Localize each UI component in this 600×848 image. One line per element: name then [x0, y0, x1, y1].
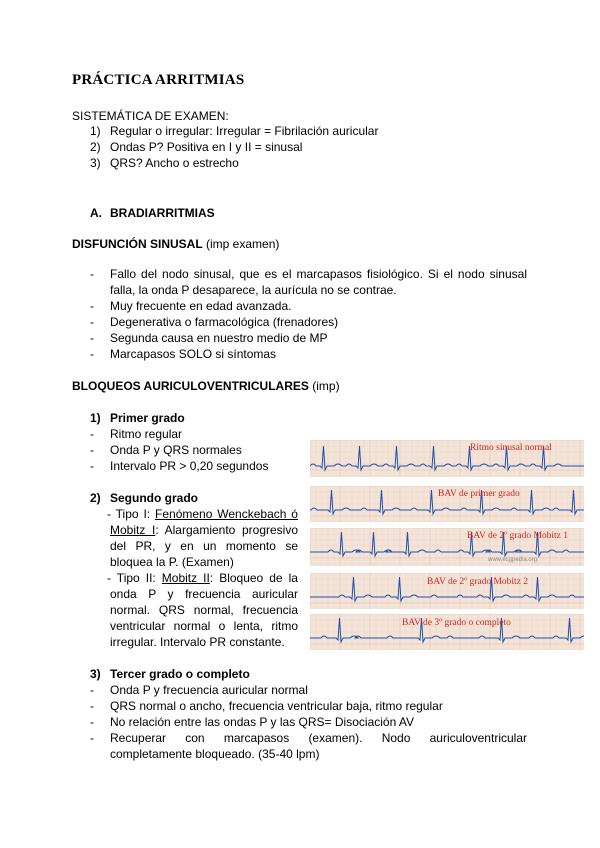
- tipo1-text: : Alargamiento progresivo: [155, 523, 299, 537]
- bullet-text: Degenerativa o farmacológica (frenadores): [110, 315, 339, 329]
- bullet-text: Onda P y QRS normales: [110, 443, 242, 457]
- ecg-strip-mobitz1: [310, 528, 584, 566]
- subsection-heading: [90, 410, 185, 426]
- bullet-continuation: falla, la onda P desaparece, la aurícula no se contrae.: [110, 283, 397, 297]
- tipo1-line: bloquea la P. (Examen): [110, 555, 234, 569]
- bullet-dash: -: [90, 715, 94, 729]
- list-item: [90, 155, 239, 171]
- disfuncion-heading: [72, 236, 279, 252]
- list-item: [90, 123, 378, 139]
- bloqueos-title: BLOQUEOS AURICULOVENTRICULARES: [72, 379, 309, 393]
- bloqueos-heading: [72, 378, 340, 394]
- list-number: 1): [90, 124, 101, 138]
- subsection-heading: [90, 490, 198, 506]
- ecg-strip-third-degree: [310, 614, 584, 650]
- bloqueos-note: (imp): [312, 379, 340, 393]
- bullet-text: Recuperar con marcapasos (examen). Nodo auriculoventricular: [110, 731, 527, 745]
- bullet-continuation: completamente bloqueado. (35-40 lpm): [110, 747, 320, 761]
- tipo2-prefix: - Tipo II:: [107, 571, 156, 585]
- bullet-dash: -: [90, 267, 94, 281]
- subsection-heading: [90, 666, 250, 682]
- ecg-strip-first-degree: [310, 486, 584, 522]
- watermark: www.ecgpedia.org: [488, 557, 538, 563]
- list-item: [90, 139, 302, 155]
- disfuncion-title: DISFUNCIÓN SINUSAL: [72, 237, 203, 251]
- bullet-text: Marcapasos SOLO si síntomas: [110, 347, 277, 361]
- bullet-dash: -: [90, 427, 94, 441]
- disfuncion-note: (imp examen): [206, 237, 280, 251]
- tipo1-line: del PR, y en un momento se: [110, 539, 298, 553]
- ecg-strip-mobitz2: [310, 573, 584, 609]
- ecg-strip-normal: [310, 440, 584, 477]
- subsection-title: Segundo grado: [110, 491, 198, 505]
- subsection-number: 3): [90, 667, 101, 681]
- list-text: Regular o irregular: Irregular = Fibrilación auricular: [110, 124, 379, 138]
- bullet-text: Muy frecuente en edad avanzada.: [110, 299, 292, 313]
- bullet-text: Ritmo regular: [110, 427, 183, 441]
- bullet-text: QRS normal o ancho, frecuencia ventricular baja, ritmo regular: [110, 699, 443, 713]
- sistematica-heading: SISTEMÁTICA DE EXAMEN:: [72, 109, 229, 123]
- bullet-dash: -: [90, 331, 94, 345]
- list-number: 3): [90, 156, 101, 170]
- section-title: BRADIARRITMIAS: [110, 206, 215, 220]
- ecg-label: BAV de 3º grado o completo: [402, 618, 511, 628]
- tipo2-line: [107, 570, 298, 586]
- page-title: PRÁCTICA ARRITMIAS: [72, 72, 245, 88]
- tipo2-line: normal. QRS normal, frecuencia: [110, 603, 298, 617]
- subsection-title: Tercer grado o completo: [110, 667, 250, 681]
- tipo1-prefix: - Tipo I:: [107, 507, 151, 521]
- bullet-text: No relación entre las ondas P y las QRS= Disociación AV: [110, 715, 415, 729]
- bullet-dash: -: [90, 731, 94, 745]
- tipo1-link: Fenómeno Wenckebach ó: [155, 507, 298, 521]
- tipo2-line: irregular. Intervalo PR constante.: [110, 635, 285, 649]
- list-text: Ondas P? Positiva en I y II = sinusal: [110, 140, 303, 154]
- bullet-text: Onda P y frecuencia auricular normal: [110, 683, 308, 697]
- section-heading: [90, 205, 215, 221]
- bullet-dash: -: [90, 683, 94, 697]
- tipo1-line: [107, 506, 298, 522]
- bullet-text: Intervalo PR > 0,20 segundos: [110, 459, 269, 473]
- tipo2-line: ventricular normal o lenta, ritmo: [110, 619, 298, 633]
- list-number: 2): [90, 140, 101, 154]
- tipo2-link: Mobitz II: [161, 571, 210, 585]
- subsection-title: Primer grado: [110, 411, 185, 425]
- bullet-dash: -: [90, 315, 94, 329]
- bullet-dash: -: [90, 299, 94, 313]
- bullet-dash: -: [90, 699, 94, 713]
- ecg-label: BAV de 2º grado Mobitz 1: [467, 531, 569, 541]
- ecg-label: BAV de primer grado: [438, 489, 520, 499]
- bullet-text: Fallo del nodo sinusal, que es el marcapasos fisiológico. Si el nodo sinusal: [110, 267, 527, 281]
- tipo2-text: : Bloqueo de la: [209, 571, 298, 585]
- subsection-number: 2): [90, 491, 101, 505]
- bullet-dash: -: [90, 347, 94, 361]
- ecg-label: Ritmo sinusal normal: [470, 443, 552, 453]
- bullet-dash: -: [90, 443, 94, 457]
- section-letter: A.: [90, 206, 102, 220]
- bullet-text: Segunda causa en nuestro medio de MP: [110, 331, 328, 345]
- tipo1-link: Mobitz I: [110, 523, 156, 537]
- tipo2-line: onda P y frecuencia auricular: [110, 587, 298, 601]
- bullet-dash: -: [90, 459, 94, 473]
- tipo1-line: [110, 522, 298, 538]
- ecg-label: BAV de 2º grado Mobitz 2: [427, 577, 529, 587]
- subsection-number: 1): [90, 411, 101, 425]
- list-text: QRS? Ancho o estrecho: [110, 156, 239, 170]
